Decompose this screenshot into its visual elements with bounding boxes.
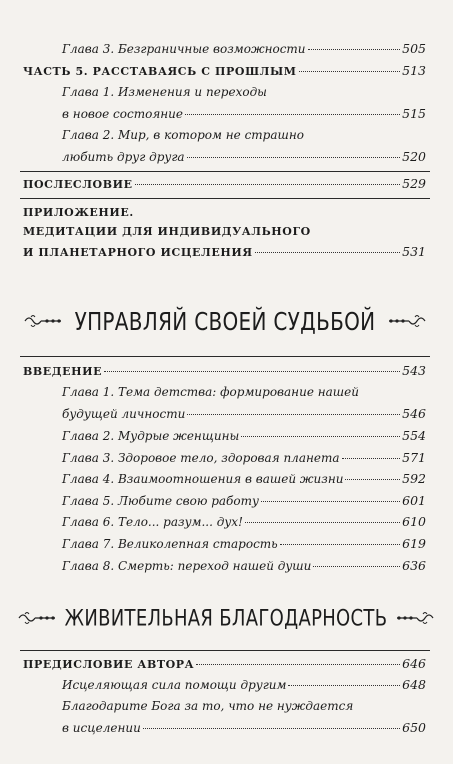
toc-entry-title-line1: Глава 1. Изменения и переходы [62,85,267,99]
toc-entry-title-line1: Глава 2. Мир, в котором не страшно [62,128,304,142]
toc-entry[interactable] [62,106,426,121]
section-heading [30,603,422,633]
toc-part-entry[interactable] [23,63,426,78]
section-divider [20,650,430,651]
toc-entry[interactable] [23,363,426,378]
dot-leader [255,251,401,253]
toc-entry-page: 636 [402,558,426,573]
toc-entry[interactable] [62,720,426,735]
toc-entry-title: ПОСЛЕСЛОВИЕ [23,178,133,191]
toc-entry-page: 619 [402,536,426,551]
toc-entry[interactable] [62,536,426,551]
toc-entry[interactable] [62,41,426,56]
flourish-ornament-icon [387,313,427,329]
toc-entry-title-line2: МЕДИТАЦИИ ДЛЯ ИНДИВИДУАЛЬНОГО [23,225,311,238]
toc-entry-title: Глава 3. Здоровое тело, здоровая планета [62,451,340,465]
toc-entry-page: 646 [402,656,426,671]
dot-leader [313,565,400,567]
toc-entry-title: Глава 2. Мудрые женщины [62,429,240,443]
toc-entry-page: 610 [402,514,426,529]
toc-entry-title-line2: будущей личности [62,407,186,421]
dot-leader [241,435,400,437]
toc-entry-title: ЧАСТЬ 5. РАССТАВАЯСЬ С ПРОШЛЫМ [23,65,297,78]
toc-entry-page: 531 [402,244,426,259]
toc-entry-title: ПРЕДИСЛОВИЕ АВТОРА [23,658,195,671]
dot-leader [135,183,401,185]
dot-leader [143,727,400,729]
dot-leader [187,156,401,158]
toc-entry-title-line1: Глава 1. Тема детства: формирование нашей [62,385,359,399]
toc-entry-title: Глава 5. Любите свою работу [62,494,259,508]
toc-entry-page: 571 [402,450,426,465]
dot-leader [196,663,400,665]
dot-leader [185,113,400,115]
toc-entry-title: Исцеляющая сила помощи другим [62,678,287,692]
toc-entry-page: 505 [402,41,426,56]
toc-entry-page: 650 [402,720,426,735]
dot-leader [342,457,401,459]
flourish-ornament-icon [17,610,57,626]
toc-entry[interactable] [62,406,426,421]
toc-entry-title: Глава 3. Безграничные возможности [62,42,306,56]
flourish-ornament-icon [23,313,63,329]
section-divider [20,356,430,357]
section-heading-title: ЖИВИТЕЛЬНАЯ БЛАГОДАРНОСТЬ [64,604,388,632]
toc-entry-title-line2: в новое состояние [62,107,184,121]
dot-leader [245,521,400,523]
toc-entry-page: 592 [402,471,426,486]
toc-entry-page: 601 [402,493,426,508]
toc-entry-page: 515 [402,106,426,121]
toc-entry-title-line1: ПРИЛОЖЕНИЕ. [23,206,134,219]
section-divider [20,198,430,199]
toc-entry-title-line2: любить друг друга [62,150,185,164]
toc-entry[interactable] [62,428,426,443]
toc-entry-title: Глава 7. Великолепная старость [62,537,278,551]
section-heading-title: УПРАВЛЯЙ СВОЕЙ СУДЬБОЙ [74,306,376,336]
dot-leader [299,70,401,72]
dot-leader [261,500,400,502]
toc-entry-page: 546 [402,406,426,421]
dot-leader [104,370,400,372]
toc-entry-page: 529 [402,176,426,191]
toc-entry[interactable] [62,450,426,465]
toc-entry-title-line1: Благодарите Бога за то, что не нуждается [62,699,354,713]
dot-leader [187,413,400,415]
toc-entry[interactable] [23,176,426,191]
section-divider [20,171,430,172]
toc-entry[interactable] [62,149,426,164]
toc-entry-page: 513 [402,63,426,78]
dot-leader [308,48,401,50]
flourish-ornament-icon [395,610,435,626]
toc-entry-title-line2: в исцелении [62,721,141,735]
dot-leader [288,684,400,686]
toc-entry-page: 554 [402,428,426,443]
toc-entry[interactable] [62,514,426,529]
toc-entry[interactable] [62,493,426,508]
toc-entry-page: 543 [402,363,426,378]
toc-entry[interactable] [23,656,426,671]
toc-entry-title: Глава 6. Тело... разум... дух! [62,515,243,529]
toc-entry-page: 520 [402,149,426,164]
toc-entry[interactable] [62,677,426,692]
dot-leader [345,478,400,480]
toc-entry[interactable] [23,244,426,259]
toc-entry[interactable] [62,471,426,486]
toc-entry-title: ВВЕДЕНИЕ [23,365,103,378]
toc-entry-title-line3: И ПЛАНЕТАРНОГО ИСЦЕЛЕНИЯ [23,246,253,259]
toc-entry-page: 648 [402,677,426,692]
toc-entry-title: Глава 4. Взаимоотношения в вашей жизни [62,472,344,486]
toc-entry-title: Глава 8. Смерть: переход нашей души [62,559,312,573]
toc-entry[interactable] [62,558,426,573]
section-heading [40,306,410,336]
dot-leader [280,543,400,545]
